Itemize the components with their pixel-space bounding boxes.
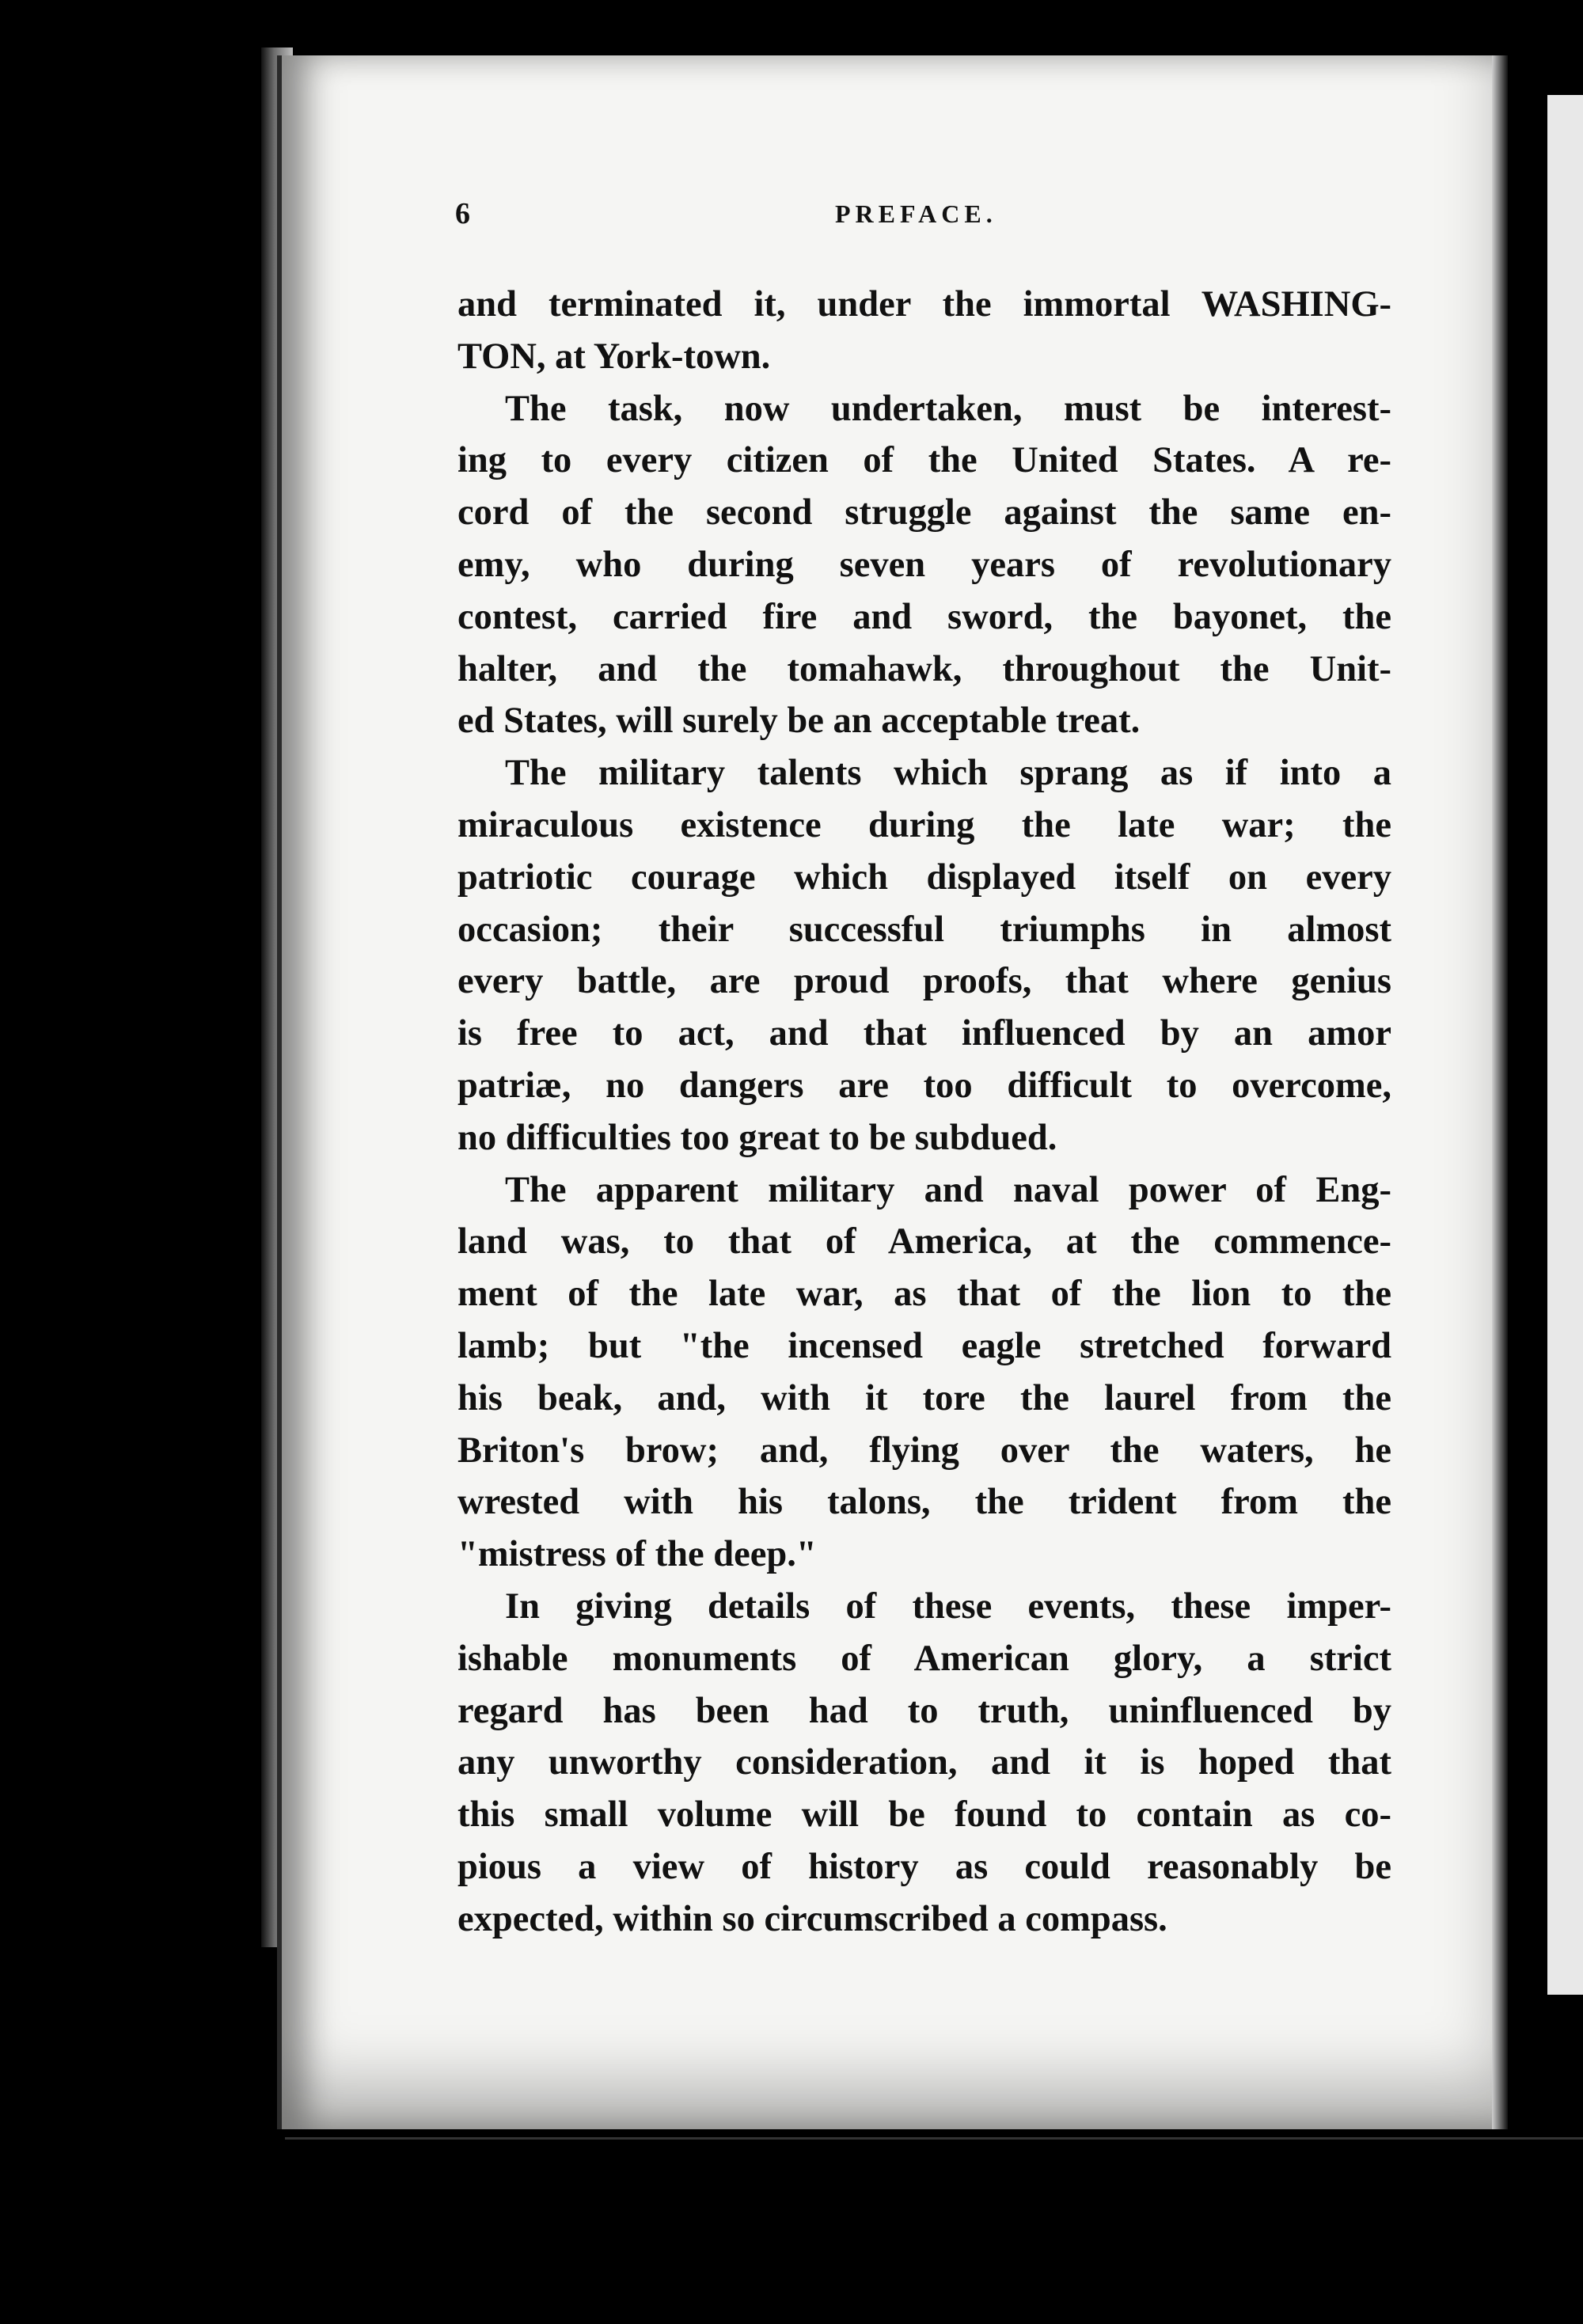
text-line: TON, at York-town. [457, 336, 771, 377]
scan-artifact-line [285, 2137, 1583, 2140]
page-number: 6 [455, 197, 470, 230]
text-line: ishable monuments of American glory, a strict [457, 1638, 1391, 1679]
text-line: expected, within so circumscribed a compass. [457, 1898, 1167, 1939]
text-line: miraculous existence during the late war; the [457, 804, 1391, 845]
text-line: land was, to that of America, at the commence- [457, 1221, 1391, 1263]
text-line: any unworthy consideration, and it is hoped that [457, 1742, 1391, 1783]
text-line: his beak, and, with it tore the laurel from the [457, 1377, 1391, 1418]
text-line: patriæ, no dangers are too difficult to overcome, [457, 1065, 1391, 1106]
page-header [455, 196, 1397, 244]
text-line: ed States, will surely be an acceptable treat. [457, 701, 1141, 742]
text-line: pious a view of history as could reasonably be [457, 1846, 1391, 1887]
text-line: this small volume will be found to contain as co- [457, 1794, 1391, 1836]
text-line: wrested with his talons, the trident from the [457, 1482, 1391, 1523]
adjacent-page-edge [1547, 95, 1583, 1995]
text-line: halter, and the tomahawk, throughout the Unit- [457, 648, 1391, 689]
text-line: patriotic courage which displayed itself on every [457, 856, 1391, 898]
text-line: ing to every citizen of the United States. A re- [457, 440, 1391, 481]
text-line: no difficulties too great to be subdued. [457, 1117, 1057, 1158]
page-right-edge [1492, 55, 1508, 2129]
text-line: lamb; but "the incensed eagle stretched forward [457, 1325, 1391, 1366]
text-line: "mistress of the deep." [457, 1534, 817, 1575]
text-line: every battle, are proud proofs, that where genius [457, 961, 1391, 1002]
text-line: emy, who during seven years of revolutionary [457, 544, 1391, 585]
text-line: In giving details of these events, these imper- [505, 1585, 1391, 1627]
body-text [457, 279, 1391, 1946]
text-line: regard has been had to truth, uninfluenced by [457, 1690, 1391, 1731]
text-line: ment of the late war, as that of the lion to the [457, 1274, 1391, 1315]
text-line: is free to act, and that influenced by an amor [457, 1013, 1391, 1054]
text-line: The military talents which sprang as if into a [505, 753, 1391, 794]
text-line: cord of the second struggle against the same en- [457, 492, 1391, 534]
text-line: Briton's brow; and, flying over the waters, he [457, 1430, 1391, 1471]
text-line: contest, carried fire and sword, the bayonet, the [457, 596, 1391, 637]
running-head: PREFACE. [835, 199, 997, 228]
text-line: occasion; their successful triumphs in almost [457, 909, 1391, 950]
text-line: The task, now undertaken, must be interest- [505, 388, 1391, 429]
text-line: The apparent military and naval power of Eng- [505, 1169, 1391, 1210]
text-line: and terminated it, under the immortal WASHING- [457, 284, 1391, 325]
